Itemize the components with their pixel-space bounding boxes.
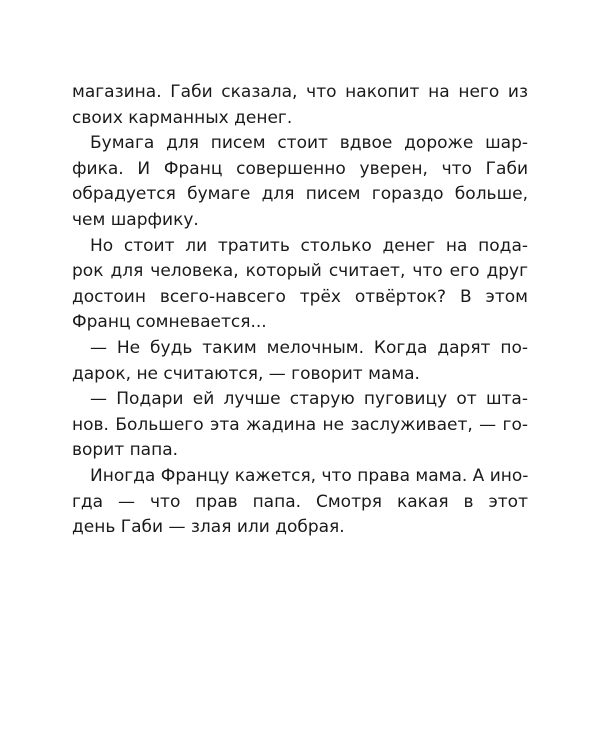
text-line: Но стоит ли тратить столько денег на пода- (90, 235, 528, 256)
text-line: рок для человека, который считает, что его друг (72, 261, 528, 282)
text-line: нов. Большего эта жадина не заслуживает, — го- (72, 414, 528, 435)
text-line: — Подари ей лучше старую пуговицу от шта- (90, 389, 528, 410)
text-line: фика. И Франц совершенно уверен, что Габи (72, 158, 528, 179)
text-line: обрадуется бумаге для писем гораздо больше, (72, 184, 528, 205)
text-line: день Габи — злая или добрая. (72, 517, 345, 538)
text-line: магазина. Габи сказала, что накопит на него из (72, 82, 528, 102)
text-line: Франц сомневается... (72, 312, 267, 333)
text-line: достоин всего-навсего трёх отвёрток? В этом (72, 286, 528, 307)
text-line: Бумага для писем стоит вдвое дороже шар- (90, 133, 528, 154)
text-line: Иногда Францу кажется, что права мама. А ино- (90, 465, 529, 486)
text-line: ворит папа. (72, 440, 179, 461)
text-line: гда — что прав папа. Смотря какая в этот (72, 491, 528, 512)
text-line: — Не будь таким мелочным. Когда дарят по- (90, 337, 528, 358)
text-line: своих карманных денег. (72, 107, 293, 128)
text-line: чем шарфику. (72, 209, 199, 230)
text-line: дарок, не считаются, — говорит мама. (72, 363, 420, 384)
body-text (72, 80, 528, 541)
